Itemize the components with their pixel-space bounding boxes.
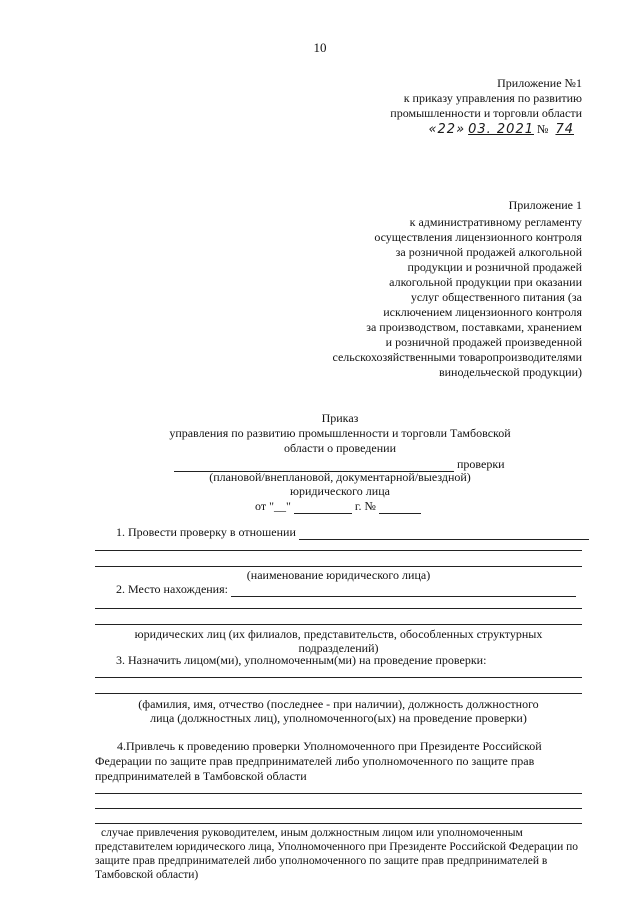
item-2-blank [231, 581, 576, 597]
appendix-2-line: винодельческой продукции) [438, 365, 582, 379]
handwritten-date-open: « [428, 122, 438, 137]
item-3-underline-2 [95, 693, 582, 694]
item-2-caption-2: подразделений) [298, 641, 379, 655]
appendix-2-line: и розничной продажей произведенной [385, 335, 582, 349]
item-4-paragraph [95, 739, 582, 784]
appendix-2-title: Приложение 1 [508, 198, 582, 212]
item-1-caption: (наименование юридического лица) [246, 568, 431, 582]
item-3-caption-1: (фамилия, имя, отчество (последнее - при наличии), должность должностного [138, 697, 539, 711]
order-heading [120, 411, 560, 456]
item-4-line: Федерации по защите прав предпринимателей либо уполномоченного по защите прав [95, 754, 535, 768]
entity-caption: юридического лица [290, 484, 390, 498]
check-word: проверки [457, 457, 505, 471]
appendix-2-line: исключением лицензионного контроля [383, 305, 582, 319]
order-year-label: г. № [354, 499, 376, 513]
item-2-caption-1: юридических лиц (их филиалов, представительств, обособленных структурных [134, 627, 543, 641]
item-4-line: 4.Привлечь к проведению проверки Уполномоченного при Президенте Российской [117, 739, 542, 753]
appendix-2-line: услуг общественного питания (за [410, 290, 582, 304]
item-2-underline-2 [95, 624, 582, 625]
item-4-underline-3 [95, 823, 582, 824]
appendix-1-line2: промышленности и торговли области [390, 106, 582, 120]
appendix-2-line: осуществления лицензионного контроля [374, 230, 582, 244]
appendix-2-line: сельскохозяйственными товаропроизводителями [332, 350, 582, 364]
handwritten-month-year: 03. 2021 [468, 122, 534, 137]
appendix-1-title: Приложение №1 [497, 76, 582, 90]
footnote-line: защите прав предпринимателей либо уполномоченного по защите прав предпринимателей в [95, 855, 548, 867]
appendix-2-block [242, 198, 582, 380]
item-1-blank [299, 524, 589, 540]
appendix-1-line1: к приказу управления по развитию [403, 91, 582, 105]
order-number-blank [379, 498, 421, 514]
order-date-line [255, 498, 421, 514]
handwritten-day: 22 [437, 122, 457, 137]
item-1-underline-1 [95, 550, 582, 551]
item-2-line [116, 581, 576, 597]
appendix-2-line: за производством, поставками, хранением [366, 320, 582, 334]
order-title: Приказ [321, 411, 359, 425]
item-2-underline-1 [95, 608, 582, 609]
page-number: 10 [313, 40, 327, 55]
footnote-line: представителем юридического лица, Уполномоченного при Президенте Российской Федерации по [95, 841, 579, 853]
item-4-underline-2 [95, 808, 582, 809]
footnote-paragraph [95, 826, 582, 882]
order-date-label: от "__" [255, 499, 291, 513]
appendix-2-line: к административному регламенту [409, 215, 582, 229]
appendix-2-line: алкогольной продукции при оказании [389, 275, 582, 289]
order-number-label: № [537, 122, 549, 136]
appendix-2-line: продукции и розничной продажей [407, 260, 582, 274]
order-date-blank [294, 498, 352, 514]
appendix-1-block [282, 76, 582, 137]
item-2-text: 2. Место нахождения: [116, 582, 228, 596]
item-4-underline-1 [95, 793, 582, 794]
handwritten-date-mid: » [456, 122, 466, 137]
item-3-underline-1 [95, 677, 582, 678]
item-1-text: 1. Провести проверку в отношении [116, 525, 296, 539]
appendix-1-date-line [282, 122, 582, 137]
order-line1: управления по развитию промышленности и торговли Тамбовской [169, 426, 511, 440]
order-line2: области о проведении [284, 441, 396, 455]
check-types-caption: (плановой/внеплановой, документарной/выездной) [209, 470, 471, 484]
item-1-line [116, 524, 589, 540]
appendix-2-line: за розничной продажей алкогольной [395, 245, 582, 259]
item-3-caption-2: лица (должностных лиц), уполномоченного(ых) на проведение проверки) [150, 711, 527, 725]
footnote-line: Тамбовской области) [95, 869, 199, 881]
footnote-line: случае привлечения руководителем, иным должностным лицом или уполномоченным [101, 827, 523, 839]
item-3-text: 3. Назначить лицом(ми), уполномоченным(ми) на проведение проверки: [116, 653, 487, 667]
item-4-line: предпринимателей в Тамбовской области [95, 769, 307, 783]
item-1-underline-2 [95, 566, 582, 567]
handwritten-order-number: 74 [555, 122, 574, 137]
